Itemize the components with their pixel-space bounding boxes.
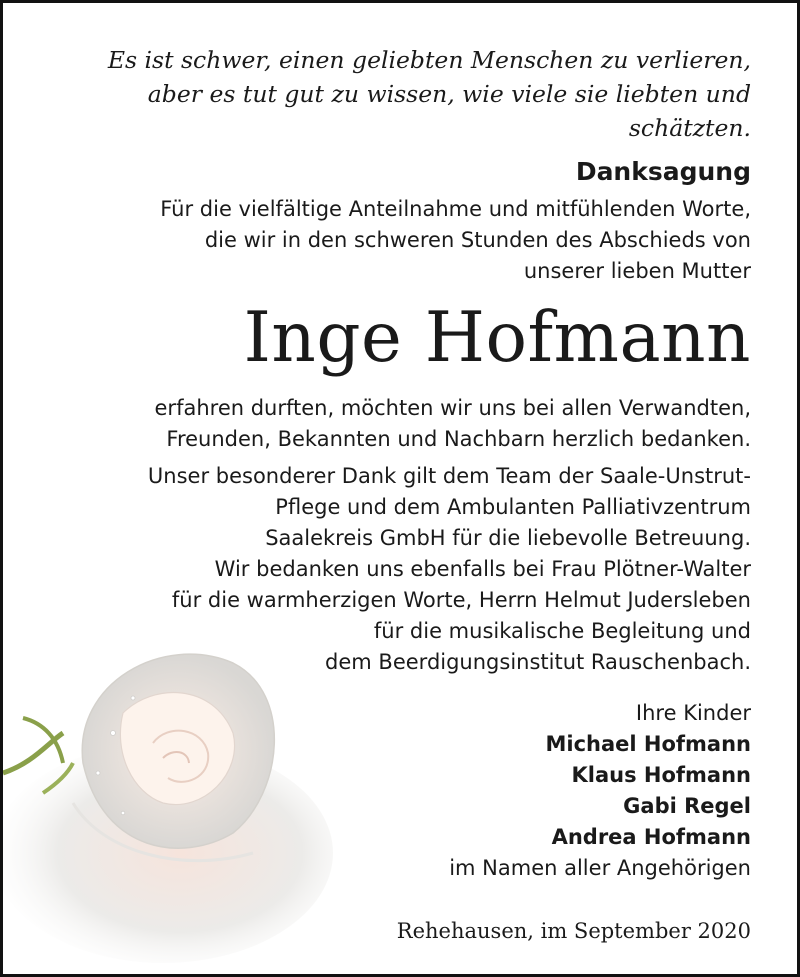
- motto-line-1: Es ist schwer, einen geliebten Menschen zu verlieren,: [107, 46, 751, 74]
- thanks-block: [31, 393, 751, 678]
- heading-danksagung: Danksagung: [575, 157, 751, 186]
- thanks-general-text: erfahren durften, möchten wir uns bei allen Verwandten, Freunden, Bekannten und Nachbarn herzlich bedanken.: [154, 396, 751, 451]
- intro-text: Für die vielfältige Anteilnahme und mitfühlenden Worte, die wir in den schweren Stunden des Abschieds von unserer lieben Mutter: [160, 197, 751, 283]
- signatures: [31, 698, 751, 884]
- signature-name: Michael Hofmann: [545, 732, 751, 756]
- signature-outro: im Namen aller Angehörigen: [449, 856, 751, 880]
- deceased-name: Inge Hofmann: [243, 298, 751, 378]
- obituary-content: [31, 43, 751, 947]
- signature-name: Klaus Hofmann: [571, 763, 751, 787]
- signature-intro: Ihre Kinder: [635, 701, 751, 725]
- place-date: Rehehausen, im September 2020: [396, 919, 751, 943]
- thanks-special-text: Unser besonderer Dank gilt dem Team der Saale-Unstrut- Pflege und dem Ambulanten Palliativzentrum Saalekreis GmbH für die liebevolle Betreuung. Wir bedanken uns ebenfalls bei Frau Plötner-Walter für die warmherzigen Worte, Herrn Helmut Judersleben für die musikalische Begleitung und dem Beerdigungsinstitut Rauschenbach.: [147, 464, 751, 674]
- motto-line-2: aber es tut gut zu wissen, wie viele sie liebten und schätzten.: [147, 80, 751, 142]
- signature-name: Andrea Hofmann: [551, 825, 751, 849]
- signature-name: Gabi Regel: [623, 794, 751, 818]
